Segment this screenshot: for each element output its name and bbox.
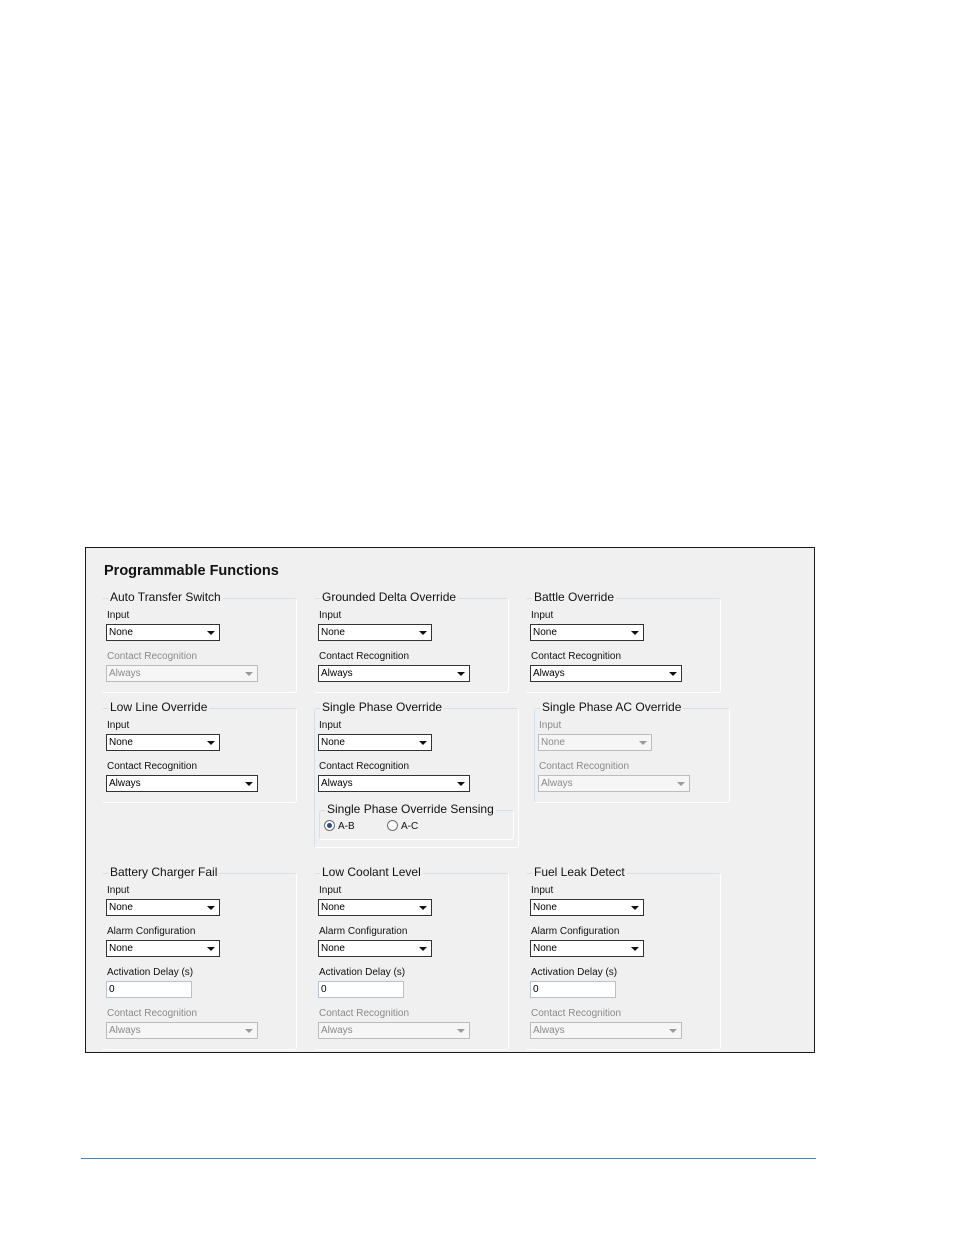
chevron-down-icon bbox=[207, 741, 215, 745]
radio-a-c[interactable] bbox=[387, 820, 418, 833]
contact-recognition-label: Contact Recognition bbox=[107, 761, 198, 772]
input-label: Input bbox=[319, 610, 342, 621]
input-value: None bbox=[321, 737, 345, 748]
group-title: Low Coolant Level bbox=[322, 865, 421, 879]
chevron-down-icon bbox=[245, 672, 253, 676]
input-value: None bbox=[321, 902, 345, 913]
chevron-down-icon bbox=[207, 631, 215, 635]
chevron-down-icon bbox=[631, 631, 639, 635]
contact-recognition-select bbox=[318, 1022, 470, 1039]
contact-recognition-label: Contact Recognition bbox=[319, 761, 410, 772]
input-label: Input bbox=[531, 885, 554, 896]
chevron-down-icon bbox=[419, 906, 427, 910]
input-value: None bbox=[533, 902, 557, 913]
contact-recognition-select bbox=[106, 665, 258, 682]
panel-title: Programmable Functions bbox=[104, 563, 279, 579]
input-label: Input bbox=[319, 885, 342, 896]
chevron-down-icon bbox=[207, 906, 215, 910]
radio-label: A-C bbox=[401, 821, 419, 832]
input-value: None bbox=[109, 737, 133, 748]
input-label: Input bbox=[107, 720, 130, 731]
activation-delay-label: Activation Delay (s) bbox=[531, 967, 618, 978]
group-single-phase-override-sensing bbox=[319, 802, 514, 840]
contact-recognition-value: Always bbox=[109, 668, 141, 679]
input-select[interactable] bbox=[106, 899, 220, 916]
input-select[interactable] bbox=[318, 624, 432, 641]
contact-recognition-label: Contact Recognition bbox=[319, 1008, 410, 1019]
chevron-down-icon bbox=[669, 1029, 677, 1033]
contact-recognition-select[interactable] bbox=[318, 775, 470, 792]
group-fuel-leak-detect bbox=[526, 865, 721, 1050]
radio-label: A-B bbox=[338, 821, 355, 832]
chevron-down-icon bbox=[419, 741, 427, 745]
alarm-configuration-value: None bbox=[321, 943, 345, 954]
programmable-functions-panel bbox=[85, 547, 815, 1053]
group-grounded-delta-override bbox=[314, 590, 509, 693]
group-battery-charger-fail bbox=[102, 865, 297, 1050]
radio-a-b[interactable] bbox=[324, 820, 355, 833]
chevron-down-icon bbox=[245, 782, 253, 786]
input-select[interactable] bbox=[318, 899, 432, 916]
alarm-configuration-label: Alarm Configuration bbox=[107, 926, 196, 937]
alarm-configuration-select[interactable] bbox=[530, 940, 644, 957]
contact-recognition-select bbox=[106, 1022, 258, 1039]
group-battle-override bbox=[526, 590, 721, 693]
contact-recognition-value: Always bbox=[533, 1025, 565, 1036]
alarm-configuration-select[interactable] bbox=[318, 940, 432, 957]
chevron-down-icon bbox=[457, 1029, 465, 1033]
input-value: None bbox=[533, 627, 557, 638]
activation-delay-label: Activation Delay (s) bbox=[107, 967, 194, 978]
alarm-configuration-value: None bbox=[533, 943, 557, 954]
activation-delay-input[interactable]: 0 bbox=[530, 981, 616, 998]
group-title: Grounded Delta Override bbox=[322, 590, 457, 604]
contact-recognition-value: Always bbox=[321, 668, 353, 679]
contact-recognition-value: Always bbox=[109, 1025, 141, 1036]
contact-recognition-select bbox=[530, 1022, 682, 1039]
group-title: Battle Override bbox=[534, 590, 615, 604]
group-low-line-override bbox=[102, 700, 297, 803]
contact-recognition-label: Contact Recognition bbox=[531, 1008, 622, 1019]
chevron-down-icon bbox=[457, 672, 465, 676]
radio-unchecked-icon bbox=[387, 820, 398, 831]
group-title: Single Phase Override bbox=[322, 700, 443, 714]
contact-recognition-label: Contact Recognition bbox=[319, 651, 410, 662]
contact-recognition-select[interactable] bbox=[318, 665, 470, 682]
alarm-configuration-label: Alarm Configuration bbox=[319, 926, 408, 937]
contact-recognition-select[interactable] bbox=[530, 665, 682, 682]
input-label: Input bbox=[107, 885, 130, 896]
input-label: Input bbox=[107, 610, 130, 621]
input-value: None bbox=[541, 737, 565, 748]
activation-delay-input[interactable]: 0 bbox=[318, 981, 404, 998]
input-select bbox=[538, 734, 652, 751]
contact-recognition-select[interactable] bbox=[106, 775, 258, 792]
input-select[interactable] bbox=[530, 624, 644, 641]
contact-recognition-value: Always bbox=[321, 1025, 353, 1036]
chevron-down-icon bbox=[245, 1029, 253, 1033]
activation-delay-input[interactable]: 0 bbox=[106, 981, 192, 998]
contact-recognition-value: Always bbox=[321, 778, 353, 789]
input-value: None bbox=[109, 627, 133, 638]
input-value: None bbox=[109, 902, 133, 913]
contact-recognition-value: Always bbox=[533, 668, 565, 679]
contact-recognition-label: Contact Recognition bbox=[107, 1008, 198, 1019]
input-select[interactable] bbox=[318, 734, 432, 751]
alarm-configuration-select[interactable] bbox=[106, 940, 220, 957]
activation-delay-label: Activation Delay (s) bbox=[319, 967, 406, 978]
chevron-down-icon bbox=[639, 741, 647, 745]
group-title: Low Line Override bbox=[110, 700, 208, 714]
group-title: Auto Transfer Switch bbox=[110, 590, 221, 604]
alarm-configuration-label: Alarm Configuration bbox=[531, 926, 620, 937]
input-label: Input bbox=[319, 720, 342, 731]
contact-recognition-label: Contact Recognition bbox=[531, 651, 622, 662]
chevron-down-icon bbox=[419, 947, 427, 951]
contact-recognition-select bbox=[538, 775, 690, 792]
input-label: Input bbox=[531, 610, 554, 621]
group-single-phase-ac-override bbox=[534, 700, 730, 803]
contact-recognition-value: Always bbox=[109, 778, 141, 789]
chevron-down-icon bbox=[631, 906, 639, 910]
group-low-coolant-level bbox=[314, 865, 509, 1050]
input-select[interactable] bbox=[530, 899, 644, 916]
input-select[interactable] bbox=[106, 624, 220, 641]
contact-recognition-label: Contact Recognition bbox=[107, 651, 198, 662]
chevron-down-icon bbox=[207, 947, 215, 951]
group-auto-transfer-switch bbox=[102, 590, 297, 693]
contact-recognition-value: Always bbox=[541, 778, 573, 789]
chevron-down-icon bbox=[457, 782, 465, 786]
group-title: Battery Charger Fail bbox=[110, 865, 218, 879]
chevron-down-icon bbox=[669, 672, 677, 676]
input-label: Input bbox=[539, 720, 562, 731]
input-value: None bbox=[321, 627, 345, 638]
chevron-down-icon bbox=[631, 947, 639, 951]
footer-rule bbox=[81, 1158, 816, 1159]
group-single-phase-override bbox=[314, 700, 519, 848]
chevron-down-icon bbox=[419, 631, 427, 635]
group-title: Fuel Leak Detect bbox=[534, 865, 625, 879]
group-title: Single Phase Override Sensing bbox=[327, 802, 494, 816]
alarm-configuration-value: None bbox=[109, 943, 133, 954]
contact-recognition-label: Contact Recognition bbox=[539, 761, 630, 772]
chevron-down-icon bbox=[677, 782, 685, 786]
radio-checked-icon bbox=[324, 820, 335, 831]
group-title: Single Phase AC Override bbox=[542, 700, 682, 714]
input-select[interactable] bbox=[106, 734, 220, 751]
